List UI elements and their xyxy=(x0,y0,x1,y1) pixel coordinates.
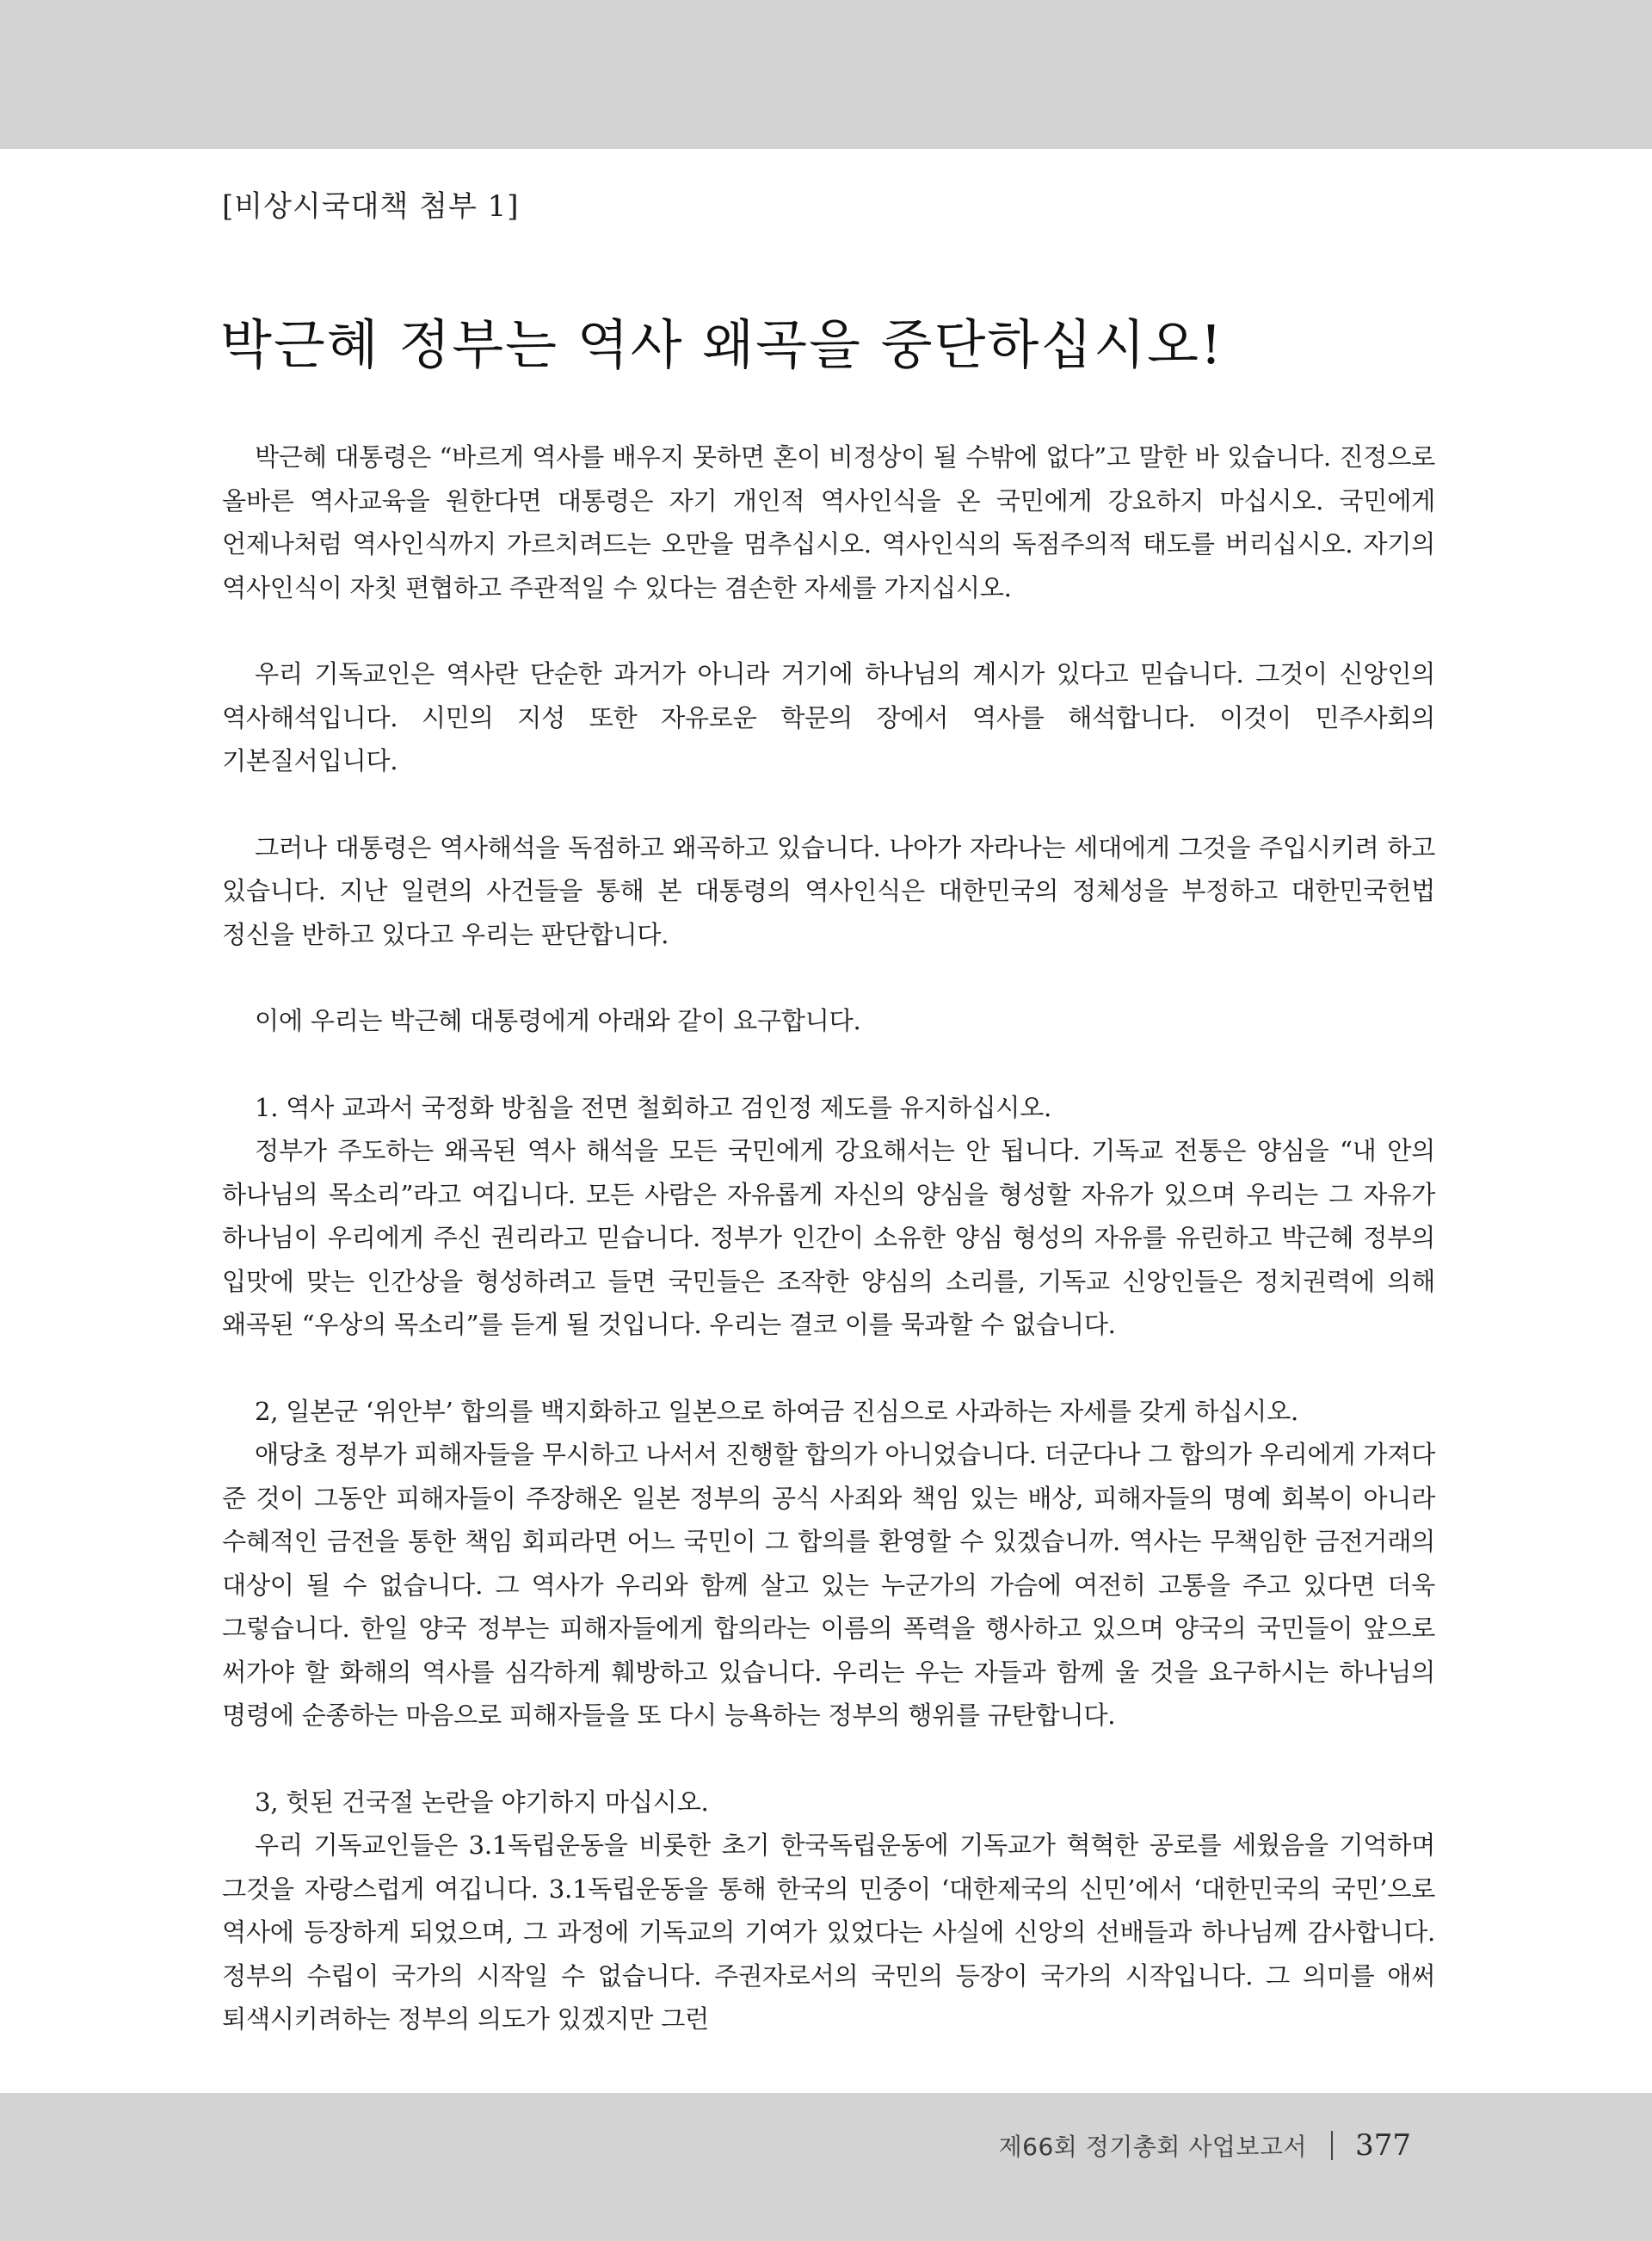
header-band xyxy=(0,0,1652,149)
demand-2-heading: 2, 일본군 ‘위안부’ 합의를 백지화하고 일본으로 하여금 진심으로 사과하는 자세를 갖게 하십시오. xyxy=(255,1396,1298,1426)
footer-band xyxy=(0,2093,1652,2241)
footer-divider xyxy=(1331,2131,1333,2160)
footer-report-name: 제66회 정기총회 사업보고서 xyxy=(998,2133,1308,2161)
demand-1-heading: 1. 역사 교과서 국정화 방침을 전면 철회하고 검인정 제도를 유지하십시오. xyxy=(255,1092,1051,1122)
demand-1-body: 정부가 주도하는 왜곡된 역사 해석을 모든 국민에게 강요해서는 안 됩니다. 기독교 전통은 양심을 “내 안의 하나님의 목소리”라고 여깁니다. 모든 사람은 자유롭게 자신의 양심을 형성할 자유가 있으며 우리는 그 자유가 하나님이 우리에게 주신 권리라고 믿습니다. 정부가 인간이 소유한 양심 형성의 자유를 유린하고 박근혜 정부의 입맛에 맞는 인간상을 형성하려고 들면 국민들은 조작한 양심의 소리를, 기독교 신앙인들은 정치권력에 의해 왜곡된 “우상의 목소리”를 듣게 될 것입니다. 우리는 결코 이를 묵과할 수 없습니다. xyxy=(222,1136,1435,1339)
paragraph-demands-intro: 이에 우리는 박근혜 대통령에게 아래와 같이 요구합니다. xyxy=(255,1006,861,1035)
demand-3-heading: 3, 헛된 건국절 논란을 야기하지 마십시오. xyxy=(255,1787,709,1817)
page-title: 박근혜 정부는 역사 왜곡을 중단하십시오! xyxy=(220,313,1224,376)
section-label: [비상시국대책 첨부 1] xyxy=(222,189,520,224)
page-number: 377 xyxy=(1355,2128,1411,2163)
demand-3-body: 우리 기독교인들은 3.1독립운동을 비롯한 초기 한국독립운동에 기독교가 혁혁한 공로를 세웠음을 기억하며 그것을 자랑스럽게 여깁니다. 3.1독립운동을 통해 한국의 민중이 ‘대한제국의 신민’에서 ‘대한민국의 국민’으로 역사에 등장하게 되었으며, 그 과정에 기독교의 기여가 있었다는 사실에 신앙의 선배들과 하나님께 감사합니다. 정부의 수립이 국가의 시작일 수 없습니다. 주권자로서의 국민의 등장이 국가의 시작입니다. 그 의미를 애써 퇴색시키려하는 정부의 의도가 있겠지만 그런 xyxy=(222,1830,1435,2034)
demand-2-body: 애당초 정부가 피해자들을 무시하고 나서서 진행할 합의가 아니었습니다. 더군다나 그 합의가 우리에게 가져다 준 것이 그동안 피해자들이 주장해온 일본 정부의 공식 사죄와 책임 있는 배상, 피해자들의 명예 회복이 아니라 수혜적인 금전을 통한 책임 회피라면 어느 국민이 그 합의를 환영할 수 있겠습니까. 역사는 무책임한 금전거래의 대상이 될 수 없습니다. 그 역사가 우리와 함께 살고 있는 누군가의 가슴에 여전히 고통을 주고 있다면 더욱 그렇습니다. 한일 양국 정부는 피해자들에게 합의라는 이름의 폭력을 행사하고 있으며 양국의 국민들이 앞으로 써가야 할 화해의 역사를 심각하게 훼방하고 있습니다. 우리는 우는 자들과 함께 울 것을 요구하시는 하나님의 명령에 순종하는 마음으로 피해자들을 또 다시 능욕하는 정부의 행위를 규탄합니다. xyxy=(222,1440,1435,1730)
paragraph-intro: 박근혜 대통령은 “바르게 역사를 배우지 못하면 혼이 비정상이 될 수밖에 없다”고 말한 바 있습니다. 진정으로 올바른 역사교육을 원한다면 대통령은 자기 개인적 역사인식을 온 국민에게 강요하지 마십시오. 국민에게 언제나처럼 역사인식까지 가르치려드는 오만을 멈추십시오. 역사인식의 독점주의적 태도를 버리십시오. 자기의 역사인식이 자칫 편협하고 주관적일 수 있다는 겸손한 자세를 가지십시오. xyxy=(222,442,1435,602)
paragraph-christian-view: 우리 기독교인은 역사란 단순한 과거가 아니라 거기에 하나님의 계시가 있다고 믿습니다. 그것이 신앙인의 역사해석입니다. 시민의 지성 또한 자유로운 학문의 장에서 역사를 해석합니다. 이것이 민주사회의 기본질서입니다. xyxy=(222,659,1435,775)
paragraph-president-judgment: 그러나 대통령은 역사해석을 독점하고 왜곡하고 있습니다. 나아가 자라나는 세대에게 그것을 주입시키려 하고 있습니다. 지난 일련의 사건들을 통해 본 대통령의 역사인식은 대한민국의 정체성을 부정하고 대한민국헌법 정신을 반하고 있다고 우리는 판단합니다. xyxy=(222,832,1435,949)
footer xyxy=(999,2128,1411,2163)
page-content xyxy=(222,182,1435,2041)
